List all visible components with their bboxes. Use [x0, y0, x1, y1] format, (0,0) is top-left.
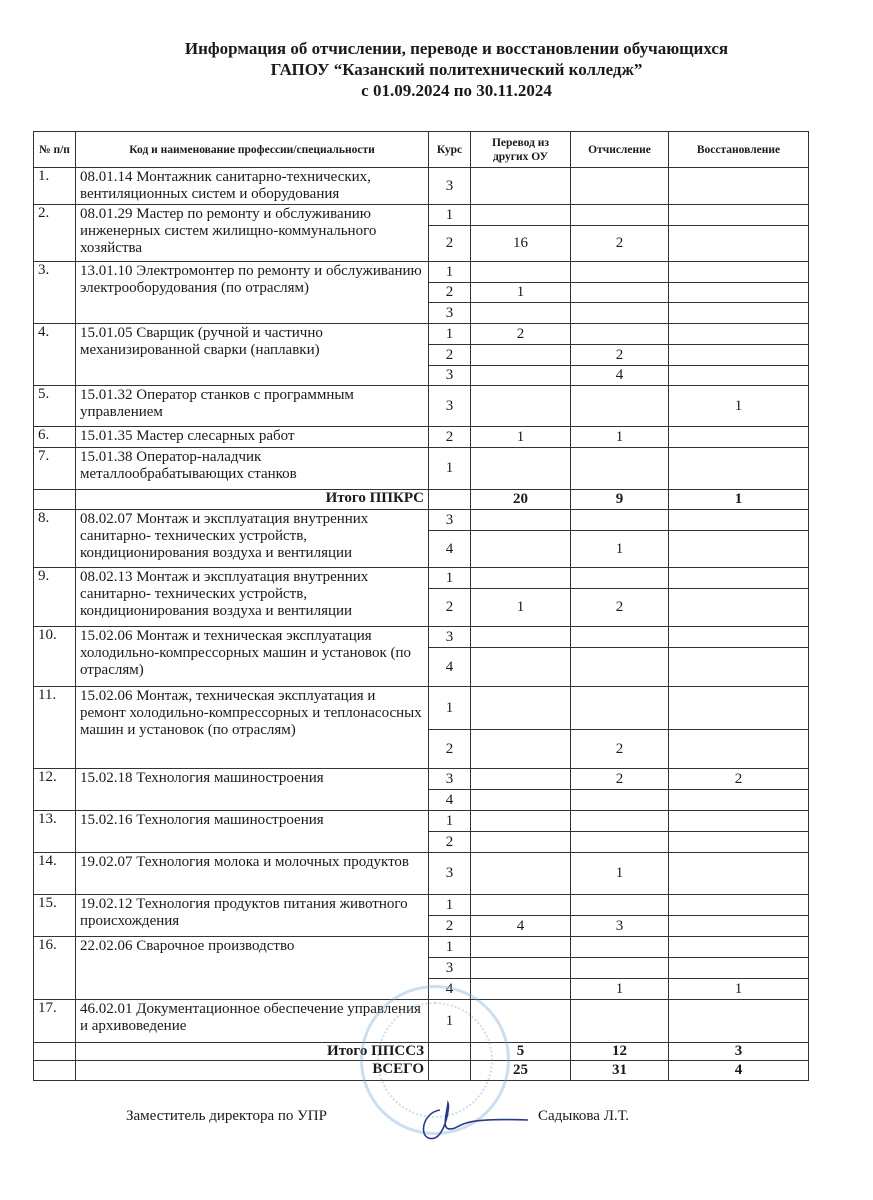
document-title [0, 38, 873, 101]
specialty-name: 15.02.18 Технология машиностроения [76, 769, 429, 811]
transfer-cell [471, 531, 571, 568]
expulsion-cell [571, 205, 669, 226]
transfer-cell [471, 386, 571, 427]
transfer-cell: 2 [471, 324, 571, 345]
course-cell: 3 [429, 366, 471, 386]
specialty-name: 19.02.07 Технология молока и молочных продуктов [76, 853, 429, 895]
row-number: 14. [34, 853, 76, 895]
restoration-cell [669, 895, 809, 916]
table-row [34, 627, 809, 648]
header-expulsion: Отчисление [571, 132, 669, 168]
course-cell: 4 [429, 979, 471, 1000]
expulsion-cell [571, 168, 669, 205]
restoration-cell [669, 510, 809, 531]
restoration-cell [669, 916, 809, 937]
signature-icon [410, 1098, 540, 1148]
transfer-cell [471, 568, 571, 589]
course-cell: 3 [429, 168, 471, 205]
restoration-cell [669, 324, 809, 345]
table-row [34, 168, 809, 205]
total-label: Итого ППССЗ [76, 1043, 429, 1061]
course-cell: 2 [429, 832, 471, 853]
restoration-cell [669, 168, 809, 205]
restoration-cell [669, 345, 809, 366]
course-cell: 1 [429, 324, 471, 345]
row-number: 4. [34, 324, 76, 386]
total-restoration: 4 [669, 1061, 809, 1081]
total-label: Итого ППКРС [76, 490, 429, 510]
expulsion-cell [571, 510, 669, 531]
total-expulsion: 9 [571, 490, 669, 510]
header-course: Курс [429, 132, 471, 168]
title-line-3: с 01.09.2024 по 30.11.2024 [361, 81, 552, 100]
transfer-cell [471, 958, 571, 979]
transfer-cell: 1 [471, 427, 571, 448]
transfer-cell: 4 [471, 916, 571, 937]
specialty-name: 15.02.06 Монтаж и техническая эксплуатация холодильно-компрессорных машин и установок (по отраслям) [76, 627, 429, 687]
transfer-cell [471, 448, 571, 490]
table-header-row [34, 132, 809, 168]
course-cell: 1 [429, 937, 471, 958]
course-cell: 3 [429, 303, 471, 324]
total-row [34, 490, 809, 510]
transfer-cell [471, 366, 571, 386]
restoration-cell [669, 589, 809, 627]
row-number: 16. [34, 937, 76, 1000]
specialty-name: 15.01.32 Оператор станков с программным управлением [76, 386, 429, 427]
specialty-name: 46.02.01 Документационное обеспечение управления и архивоведение [76, 1000, 429, 1043]
course-cell: 1 [429, 448, 471, 490]
transfer-cell [471, 303, 571, 324]
header-specialty: Код и наименование профессии/специальности [76, 132, 429, 168]
row-number: 15. [34, 895, 76, 937]
course-cell: 1 [429, 205, 471, 226]
course-cell: 1 [429, 811, 471, 832]
table-row [34, 510, 809, 531]
expulsion-cell: 2 [571, 226, 669, 262]
transfer-cell [471, 168, 571, 205]
transfer-cell: 16 [471, 226, 571, 262]
course-cell: 2 [429, 427, 471, 448]
table-row [34, 853, 809, 895]
row-number: 3. [34, 262, 76, 324]
transfer-cell [471, 205, 571, 226]
expulsion-cell [571, 790, 669, 811]
total-number-cell [34, 1061, 76, 1081]
restoration-cell [669, 205, 809, 226]
specialty-name: 22.02.06 Сварочное производство [76, 937, 429, 1000]
transfer-cell [471, 345, 571, 366]
course-cell: 3 [429, 853, 471, 895]
restoration-cell [669, 730, 809, 769]
restoration-cell: 1 [669, 979, 809, 1000]
course-cell: 3 [429, 510, 471, 531]
header-number: № п/п [34, 132, 76, 168]
course-cell: 3 [429, 627, 471, 648]
table-row [34, 811, 809, 832]
signer-position: Заместитель директора по УПР [126, 1108, 327, 1124]
table-row [34, 895, 809, 916]
transfer-cell: 1 [471, 283, 571, 303]
row-number: 10. [34, 627, 76, 687]
restoration-cell [669, 283, 809, 303]
restoration-cell [669, 262, 809, 283]
total-number-cell [34, 1043, 76, 1061]
expulsion-cell: 2 [571, 345, 669, 366]
transfer-cell [471, 769, 571, 790]
table-row [34, 205, 809, 226]
specialty-name: 08.01.14 Монтажник санитарно-технических, вентиляционных систем и оборудования [76, 168, 429, 205]
expulsion-cell: 2 [571, 589, 669, 627]
transfer-cell [471, 853, 571, 895]
total-transfer: 25 [471, 1061, 571, 1081]
specialty-name: 15.01.38 Оператор-наладчик металлообрабатывающих станков [76, 448, 429, 490]
specialty-name: 08.02.07 Монтаж и эксплуатация внутренних санитарно- технических устройств, кондиционирования воздуха и вентиляции [76, 510, 429, 568]
expulsion-cell [571, 568, 669, 589]
expulsion-cell: 4 [571, 366, 669, 386]
expulsion-cell: 1 [571, 427, 669, 448]
restoration-cell [669, 937, 809, 958]
restoration-cell [669, 531, 809, 568]
specialty-name: 08.01.29 Мастер по ремонту и обслуживанию инженерных систем жилищно-коммунального хозяйства [76, 205, 429, 262]
transfer-cell [471, 730, 571, 769]
restoration-cell [669, 627, 809, 648]
title-line-2: ГАПОУ “Казанский политехнический колледж” [270, 60, 643, 79]
course-cell: 3 [429, 958, 471, 979]
table-row [34, 386, 809, 427]
expulsion-cell: 1 [571, 979, 669, 1000]
restoration-cell: 2 [669, 769, 809, 790]
restoration-cell [669, 448, 809, 490]
restoration-cell [669, 958, 809, 979]
course-cell: 1 [429, 1000, 471, 1043]
expulsion-cell [571, 687, 669, 730]
restoration-cell [669, 811, 809, 832]
course-cell: 3 [429, 386, 471, 427]
restoration-cell [669, 303, 809, 324]
students-movement-table [33, 131, 809, 1081]
expulsion-cell [571, 324, 669, 345]
course-cell: 1 [429, 895, 471, 916]
specialty-name: 15.02.16 Технология машиностроения [76, 811, 429, 853]
row-number: 11. [34, 687, 76, 769]
specialty-name: 15.01.05 Сварщик (ручной и частично механизированной сварки (наплавки) [76, 324, 429, 386]
restoration-cell [669, 687, 809, 730]
row-number: 8. [34, 510, 76, 568]
specialty-name: 15.02.06 Монтаж, техническая эксплуатация и ремонт холодильно-компрессорных и теплонасосных машин и установок (по отраслям) [76, 687, 429, 769]
expulsion-cell [571, 958, 669, 979]
expulsion-cell [571, 627, 669, 648]
expulsion-cell [571, 832, 669, 853]
specialty-name: 13.01.10 Электромонтер по ремонту и обслуживанию электрооборудования (по отраслям) [76, 262, 429, 324]
expulsion-cell: 2 [571, 730, 669, 769]
table-row [34, 262, 809, 283]
table-row [34, 687, 809, 730]
signer-name: Садыкова Л.Т. [538, 1108, 630, 1124]
restoration-cell [669, 1000, 809, 1043]
transfer-cell [471, 979, 571, 1000]
course-cell: 2 [429, 345, 471, 366]
row-number: 2. [34, 205, 76, 262]
expulsion-cell [571, 1000, 669, 1043]
total-restoration: 1 [669, 490, 809, 510]
restoration-cell [669, 568, 809, 589]
restoration-cell [669, 366, 809, 386]
title-line-1: Информация об отчислении, переводе и восстановлении обучающихся [184, 39, 729, 58]
expulsion-cell [571, 386, 669, 427]
total-number-cell [34, 490, 76, 510]
row-number: 6. [34, 427, 76, 448]
row-number: 17. [34, 1000, 76, 1043]
expulsion-cell [571, 937, 669, 958]
transfer-cell [471, 510, 571, 531]
expulsion-cell [571, 448, 669, 490]
table-row [34, 769, 809, 790]
course-cell: 2 [429, 730, 471, 769]
table-body [34, 168, 809, 1081]
transfer-cell [471, 262, 571, 283]
table-row [34, 568, 809, 589]
row-number: 12. [34, 769, 76, 811]
restoration-cell [669, 427, 809, 448]
total-transfer: 20 [471, 490, 571, 510]
total-expulsion: 12 [571, 1043, 669, 1061]
course-cell: 3 [429, 769, 471, 790]
course-cell: 4 [429, 790, 471, 811]
restoration-cell: 1 [669, 386, 809, 427]
restoration-cell [669, 832, 809, 853]
total-course-cell [429, 490, 471, 510]
course-cell: 1 [429, 568, 471, 589]
expulsion-cell [571, 811, 669, 832]
restoration-cell [669, 226, 809, 262]
total-label: ВСЕГО [76, 1061, 429, 1081]
transfer-cell [471, 627, 571, 648]
restoration-cell [669, 853, 809, 895]
table-row [34, 427, 809, 448]
transfer-cell [471, 832, 571, 853]
expulsion-cell: 1 [571, 853, 669, 895]
course-cell: 1 [429, 687, 471, 730]
expulsion-cell: 1 [571, 531, 669, 568]
expulsion-cell [571, 283, 669, 303]
course-cell: 2 [429, 226, 471, 262]
restoration-cell [669, 790, 809, 811]
expulsion-cell [571, 303, 669, 324]
restoration-cell [669, 648, 809, 687]
transfer-cell: 1 [471, 589, 571, 627]
transfer-cell [471, 895, 571, 916]
table-row [34, 324, 809, 345]
expulsion-cell [571, 262, 669, 283]
transfer-cell [471, 811, 571, 832]
specialty-name: 19.02.12 Технология продуктов питания животного происхождения [76, 895, 429, 937]
transfer-cell [471, 937, 571, 958]
expulsion-cell [571, 895, 669, 916]
course-cell: 2 [429, 283, 471, 303]
course-cell: 4 [429, 531, 471, 568]
specialty-name: 15.01.35 Мастер слесарных работ [76, 427, 429, 448]
row-number: 13. [34, 811, 76, 853]
transfer-cell [471, 687, 571, 730]
expulsion-cell [571, 648, 669, 687]
course-cell: 4 [429, 648, 471, 687]
expulsion-cell: 2 [571, 769, 669, 790]
transfer-cell [471, 648, 571, 687]
total-restoration: 3 [669, 1043, 809, 1061]
course-cell: 1 [429, 262, 471, 283]
table-row [34, 937, 809, 958]
row-number: 1. [34, 168, 76, 205]
course-cell: 2 [429, 916, 471, 937]
row-number: 7. [34, 448, 76, 490]
row-number: 5. [34, 386, 76, 427]
row-number: 9. [34, 568, 76, 627]
specialty-name: 08.02.13 Монтаж и эксплуатация внутренних санитарно- технических устройств, кондиционирования воздуха и вентиляции [76, 568, 429, 627]
expulsion-cell: 3 [571, 916, 669, 937]
header-restoration: Восстановление [669, 132, 809, 168]
total-transfer: 5 [471, 1043, 571, 1061]
header-transfer: Перевод из других ОУ [471, 132, 571, 168]
transfer-cell [471, 790, 571, 811]
table-row [34, 448, 809, 490]
total-expulsion: 31 [571, 1061, 669, 1081]
course-cell: 2 [429, 589, 471, 627]
